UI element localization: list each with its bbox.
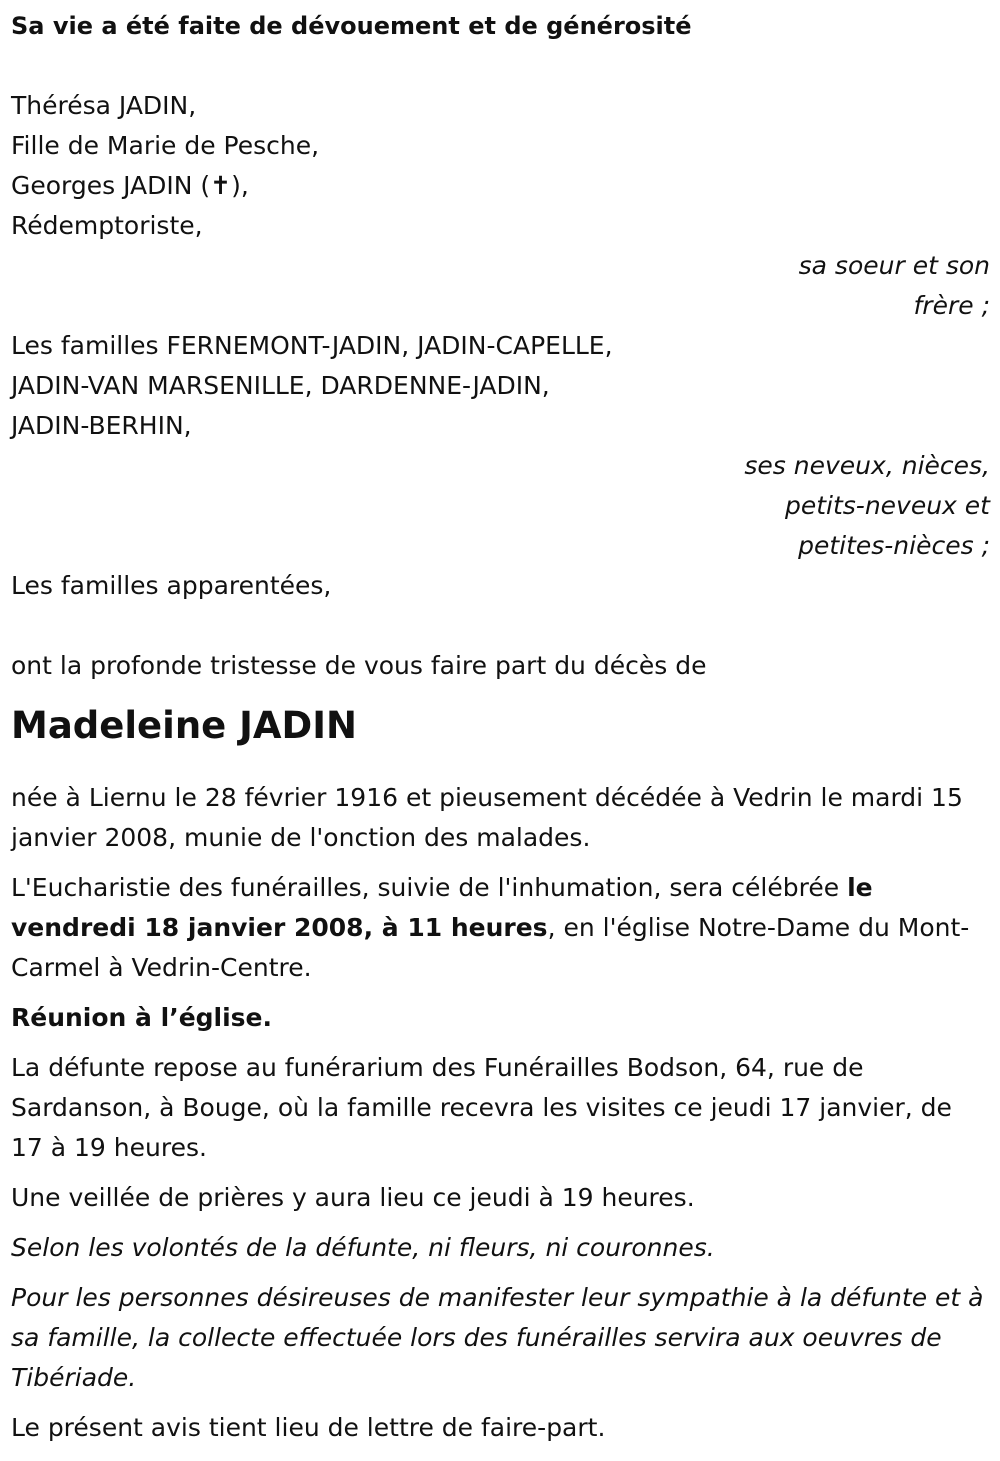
relation-line: sa soeur et son bbox=[798, 251, 990, 280]
family-group-siblings bbox=[11, 86, 991, 326]
meeting-note: Réunion à l’église. bbox=[11, 1003, 273, 1032]
closing-note: Le présent avis tient lieu de lettre de faire-part. bbox=[11, 1413, 606, 1442]
flowers-note: Selon les volontés de la défunte, ni fleurs, ni couronnes. bbox=[11, 1233, 715, 1262]
donation-note: Pour les personnes désireuses de manifester leur sympathie à la défunte et à sa famille, la collecte effectuée lors des funérailles servira aux oeuvres de Tibériade. bbox=[11, 1283, 984, 1392]
funeral-paragraph bbox=[11, 868, 991, 988]
relation-line: frère ; bbox=[913, 291, 990, 320]
spacer bbox=[11, 606, 991, 646]
family-line: Fille de Marie de Pesche, bbox=[11, 131, 320, 160]
spacer bbox=[11, 46, 991, 86]
family-line: JADIN-BERHIN, bbox=[11, 411, 192, 440]
family-line: JADIN-VAN MARSENILLE, DARDENNE-JADIN, bbox=[11, 371, 550, 400]
birth-death-paragraph: née à Liernu le 28 février 1916 et pieusement décédée à Vedrin le mardi 15 janvier 2008, munie de l'onction des malades. bbox=[11, 783, 963, 852]
family-line: Georges JADIN (✝), bbox=[11, 171, 249, 200]
family-line: Rédemptoriste, bbox=[11, 211, 203, 240]
relation-line: petits-neveux et bbox=[784, 491, 990, 520]
family-line: Les familles FERNEMONT-JADIN, JADIN-CAPELLE, bbox=[11, 331, 613, 360]
related-families: Les familles apparentées, bbox=[11, 571, 332, 600]
deceased-name: Madeleine JADIN bbox=[11, 704, 357, 747]
obituary-notice bbox=[11, 6, 991, 1448]
motto-heading: Sa vie a été faite de dévouement et de générosité bbox=[11, 12, 692, 40]
funeral-text-before: L'Eucharistie des funérailles, suivie de l'inhumation, sera célébrée bbox=[11, 873, 848, 902]
vigil-paragraph: Une veillée de prières y aura lieu ce jeudi à 19 heures. bbox=[11, 1183, 695, 1212]
visitation-paragraph: La défunte repose au funérarium des Funérailles Bodson, 64, rue de Sardanson, à Bouge, où la famille recevra les visites ce jeudi 17 janvier, de 17 à 19 heures. bbox=[11, 1053, 952, 1162]
relation-line: ses neveux, nièces, bbox=[744, 451, 990, 480]
family-line: Thérésa JADIN, bbox=[11, 91, 197, 120]
relation-line: petites-nièces ; bbox=[798, 531, 990, 560]
announcement-text: ont la profonde tristesse de vous faire part du décès de bbox=[11, 651, 707, 680]
funeral-text-after: , en l'église Notre-Dame du Mont-Carmel à Vedrin-Centre. bbox=[11, 913, 970, 982]
family-group-nephews bbox=[11, 326, 991, 566]
funeral-date-time: le vendredi 18 janvier 2008, à 11 heures bbox=[11, 873, 873, 942]
